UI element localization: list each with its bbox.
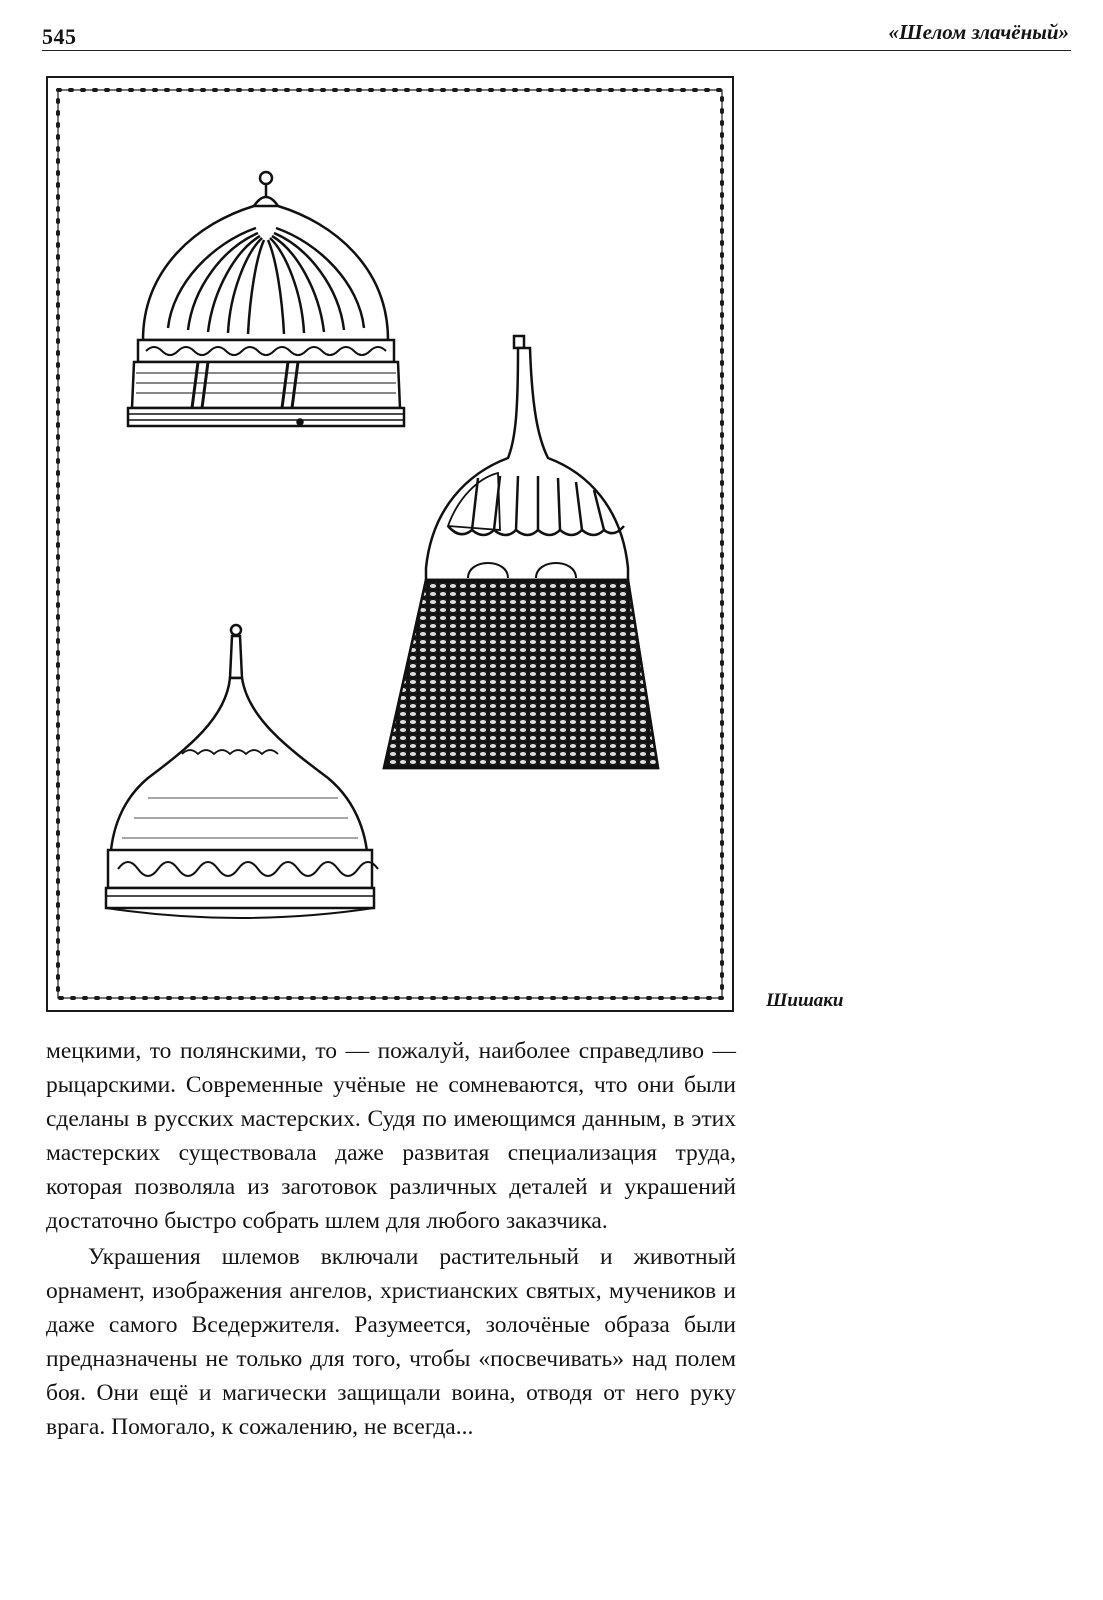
figure-frame: [46, 76, 734, 1012]
header-rule: [42, 50, 1071, 51]
helmet-ribbed-dome-illustration: [128, 172, 404, 426]
helmet-with-chainmail-aventail-illustration: [384, 336, 658, 768]
paragraph: Украшения шлемов включали растительный и животный орнамент, изображения ангелов, христианских святых, мучеников и даже самого Вседержителя. Разумеется, золочёные образа были предназначены не только для того, чтобы «посвечивать» над полем боя. Они ещё и магически защищали воина, отводя от него руку врага. Помогало, к сожалению, не всегда...: [46, 1244, 736, 1440]
paragraph: мецкими, то полянскими, то — пожалуй, наиболее справедливо — рыцарскими. Современные учёные не сомневаются, что они были сделаны в русских мастерских. Судя по имеющимся данным, в этих мастерских существовала даже развитая специализация труда, которая позволяла из заготовок различных деталей и украшений достаточно быстро собрать шлем для любого заказчика.: [46, 1038, 736, 1234]
running-title: «Шелом злачёный»: [888, 20, 1069, 44]
page-number: 545: [42, 24, 77, 49]
body-text: [46, 1034, 736, 1444]
figure-caption: Шишаки: [766, 990, 844, 1011]
helmet-ornamented-conical-illustration: [106, 625, 378, 918]
